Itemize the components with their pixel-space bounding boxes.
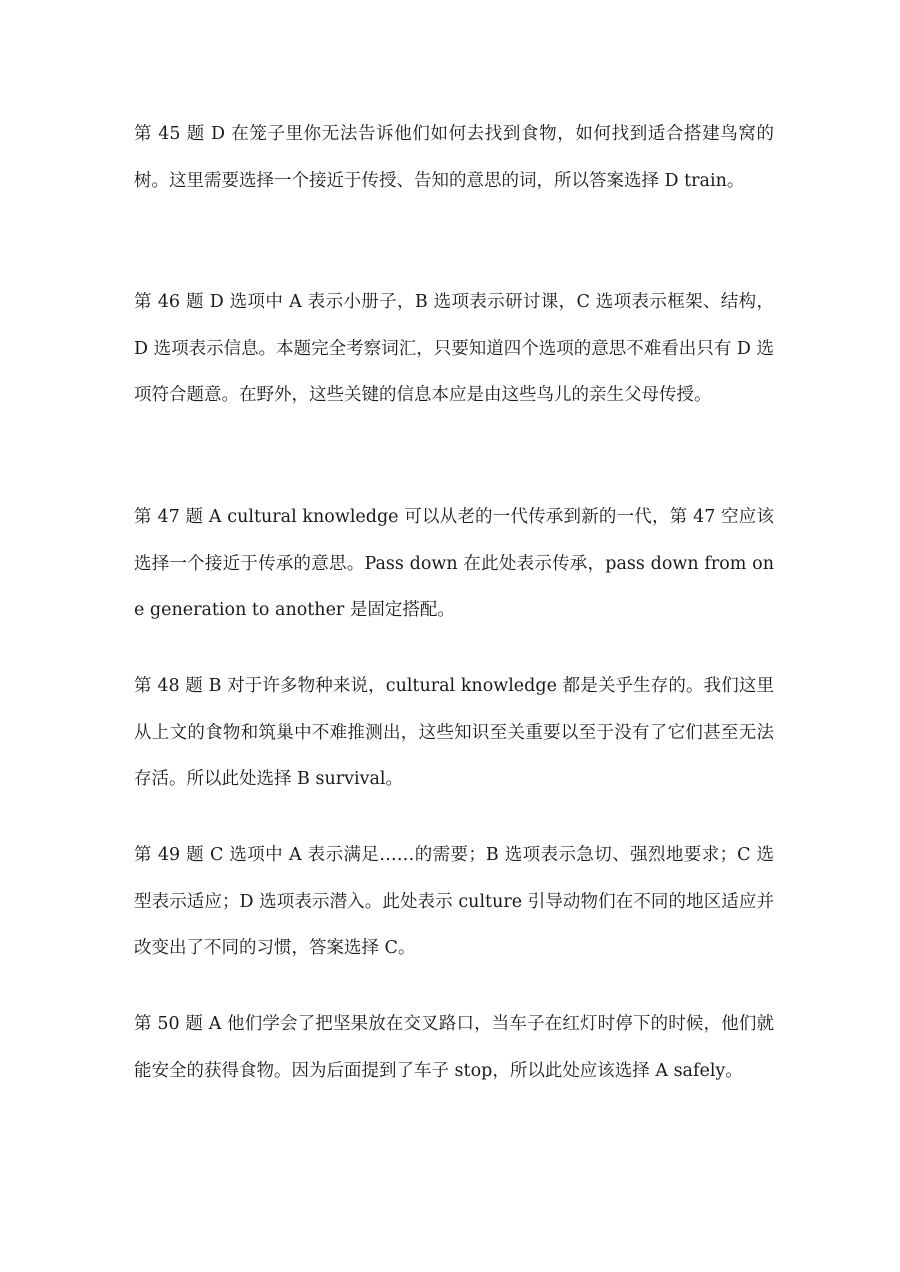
answer-explanation-45: 第 45 题 D 在笼子里你无法告诉他们如何去找到食物，如何找到适合搭建鸟窝的树。这里需要选择一个接近于传授、告知的意思的词，所以答案选择 D train。 <box>134 124 774 191</box>
answer-explanation-50: 第 50 题 A 他们学会了把坚果放在交叉路口，当车子在红灯时停下的时候，他们就能安全的获得食物。因为后面提到了车子 stop，所以此处应该选择 A safely。 <box>134 1014 774 1081</box>
answer-explanation-49: 第 49 题 C 选项中 A 表示满足……的需要；B 选项表示急切、强烈地要求；C 选型表示适应；D 选项表示潜入。此处表示 culture 引导动物们在不同的地区适应并改变出了不同的习惯，答案选择 C。 <box>134 845 774 958</box>
answer-explanation-46: 第 46 题 D 选项中 A 表示小册子，B 选项表示研讨课，C 选项表示框架、结构，D 选项表示信息。本题完全考察词汇，只要知道四个选项的意思不难看出只有 D 选项符合题意。在野外，这些关键的信息本应是由这些鸟儿的亲生父母传授。 <box>134 292 774 405</box>
answer-explanation-48: 第 48 题 B 对于许多物种来说，cultural knowledge 都是关乎生存的。我们这里从上文的食物和筑巢中不难推测出，这些知识至关重要以至于没有了它们甚至无法存活。所以此处选择 B survival。 <box>134 676 774 789</box>
answer-explanation-47: 第 47 题 A cultural knowledge 可以从老的一代传承到新的一代，第 47 空应该选择一个接近于传承的意思。Pass down 在此处表示传承，pass down from one generation to another 是固定搭配。 <box>134 507 774 620</box>
